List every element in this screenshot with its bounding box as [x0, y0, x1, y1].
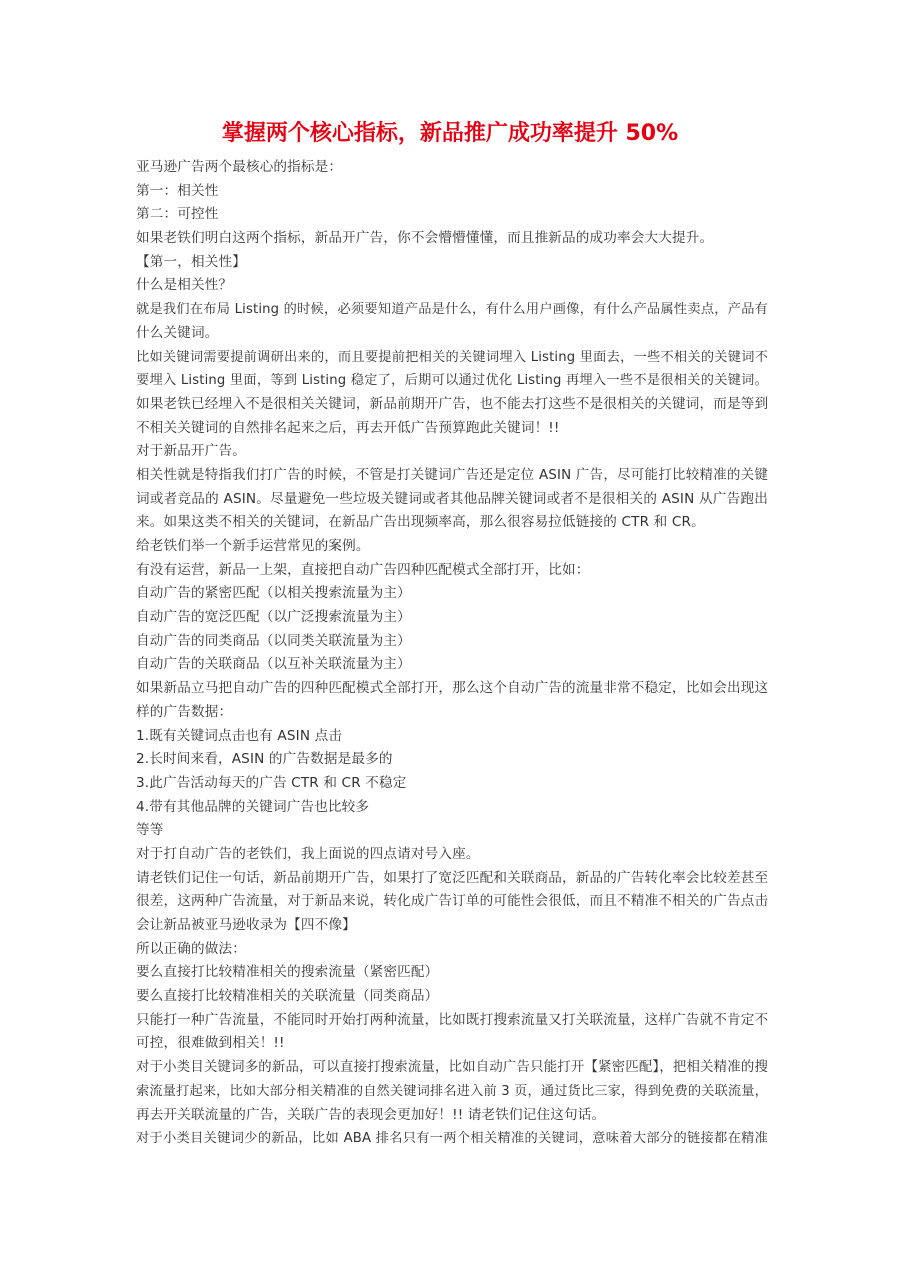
text-line: 如果老铁已经埋入不是很相关关键词，新品前期开广告，也不能去打这些不是很相关的关键词，而是等到 [136, 395, 768, 412]
text-line: 对于新品开广告。 [136, 443, 246, 460]
text-line: 样的广告数据： [136, 703, 233, 720]
text-line: 对于小类目关键词多的新品，可以直接打搜索流量，比如自动广告只能打开【紧密匹配】，把相关精准的搜 [136, 1060, 768, 1076]
text-line: 不相关关键词的自然排名起来之后，再去开低广告预算跑此关键词！!! [136, 419, 560, 436]
text-line: 来。如果这类不相关的关键词，在新品广告出现频率高，那么很容易拉低链接的 CTR 和 CR。 [136, 514, 705, 531]
text-line: 如果新品立马把自动广告的四种匹配模式全部打开，那么这个自动广告的流量非常不稳定，比如会出现这 [136, 680, 768, 697]
text-line: 4.带有其他品牌的关键词广告也比较多 [136, 798, 370, 815]
text-line: 自动广告的宽泛匹配（以广泛搜索流量为主） [136, 609, 411, 626]
text-line: 比如关键词需要提前调研出来的，而且要提前把相关的关键词埋入 Listing 里面去，一些不相关的关键词不 [136, 349, 768, 365]
text-line: 有没有运营，新品一上架，直接把自动广告四种匹配模式全部打开，比如： [136, 561, 590, 578]
text-line: 自动广告的关联商品（以互补关联流量为主） [136, 656, 411, 673]
text-line: 要么直接打比较精准相关的搜索流量（紧密匹配） [136, 964, 439, 981]
text-line: 可控，很难做到相关！!! [136, 1035, 285, 1052]
text-line: 相关性就是特指我们打广告的时候，不管是打关键词广告还是定位 ASIN 广告，尽可能打比较精准的关键 [136, 467, 768, 483]
text-line: 第一：相关性 [136, 182, 219, 199]
text-line: 什么是相关性？ [136, 277, 233, 294]
text-line: 1.既有关键词点击也有 ASIN 点击 [136, 727, 343, 744]
text-line: 2.长时间来看，ASIN 的广告数据是最多的 [136, 751, 393, 768]
document-body [136, 156, 768, 1151]
document-title: 掌握两个核心指标，新品推广成功率提升 50% [221, 121, 679, 146]
text-line: 给老铁们举一个新手运营常见的案例。 [136, 538, 370, 554]
text-line: 第二：可控性 [136, 206, 219, 223]
text-line: 只能打一种广告流量，不能同时开始打两种流量，比如既打搜索流量又打关联流量，这样广告就不肯定不 [136, 1011, 768, 1028]
text-line: 亚马逊广告两个最核心的指标是： [136, 159, 343, 175]
text-line: 再去开关联流量的广告，关联广告的表现会更加好！!! 请老铁们记住这句话。 [136, 1106, 606, 1123]
text-line: 等等 [136, 822, 164, 839]
text-line: 很差，这两种广告流量，对于新品来说，转化成广告订单的可能性会很低，而且不精准不相关的广告点击 [136, 893, 768, 910]
text-line: 词或者竞品的 ASIN。尽量避免一些垃圾关键词或者其他品牌关键词或者不是很相关的 ASIN 从广告跑出 [136, 490, 768, 507]
text-line: 就是我们在布局 Listing 的时候，必须要知道产品是什么，有什么用户画像，有什么产品属性卖点，产品有 [136, 302, 768, 318]
text-line: 什么关键词。 [136, 324, 219, 341]
text-line: 【第一，相关性】 [136, 253, 246, 270]
text-line: 3.此广告活动每天的广告 CTR 和 CR 不稳定 [136, 774, 407, 791]
text-line: 索流量打起来，比如大部分相关精准的自然关键词排名进入前 3 页，通过货比三家，得到免费的关联流量， [136, 1083, 768, 1099]
text-line: 对于打自动广告的老铁们，我上面说的四点请对号入座。 [136, 845, 480, 862]
text-line: 请老铁们记住一句话，新品前期开广告，如果打了宽泛匹配和关联商品，新品的广告转化率会比较差甚至 [136, 869, 768, 886]
text-line: 要埋入 Listing 里面，等到 Listing 稳定了，后期可以通过优化 Listing 再埋入一些不是很相关的关键词。 [136, 373, 768, 389]
text-line: 会让新品被亚马逊收录为【四不像】 [136, 917, 356, 933]
text-line: 要么直接打比较精准相关的关联流量（同类商品） [136, 988, 439, 1005]
text-line: 自动广告的紧密匹配（以相关搜索流量为主） [136, 585, 411, 602]
text-line: 对于小类目关键词少的新品，比如 ABA 排名只有一两个相关精准的关键词，意味着大部分的链接都在精准 [136, 1131, 768, 1147]
text-line: 自动广告的同类商品（以同类关联流量为主） [136, 632, 411, 649]
text-line: 如果老铁们明白这两个指标，新品开广告，你不会懵懵懂懂，而且推新品的成功率会大大提升。 [136, 230, 714, 247]
text-line: 所以正确的做法： [136, 940, 246, 957]
